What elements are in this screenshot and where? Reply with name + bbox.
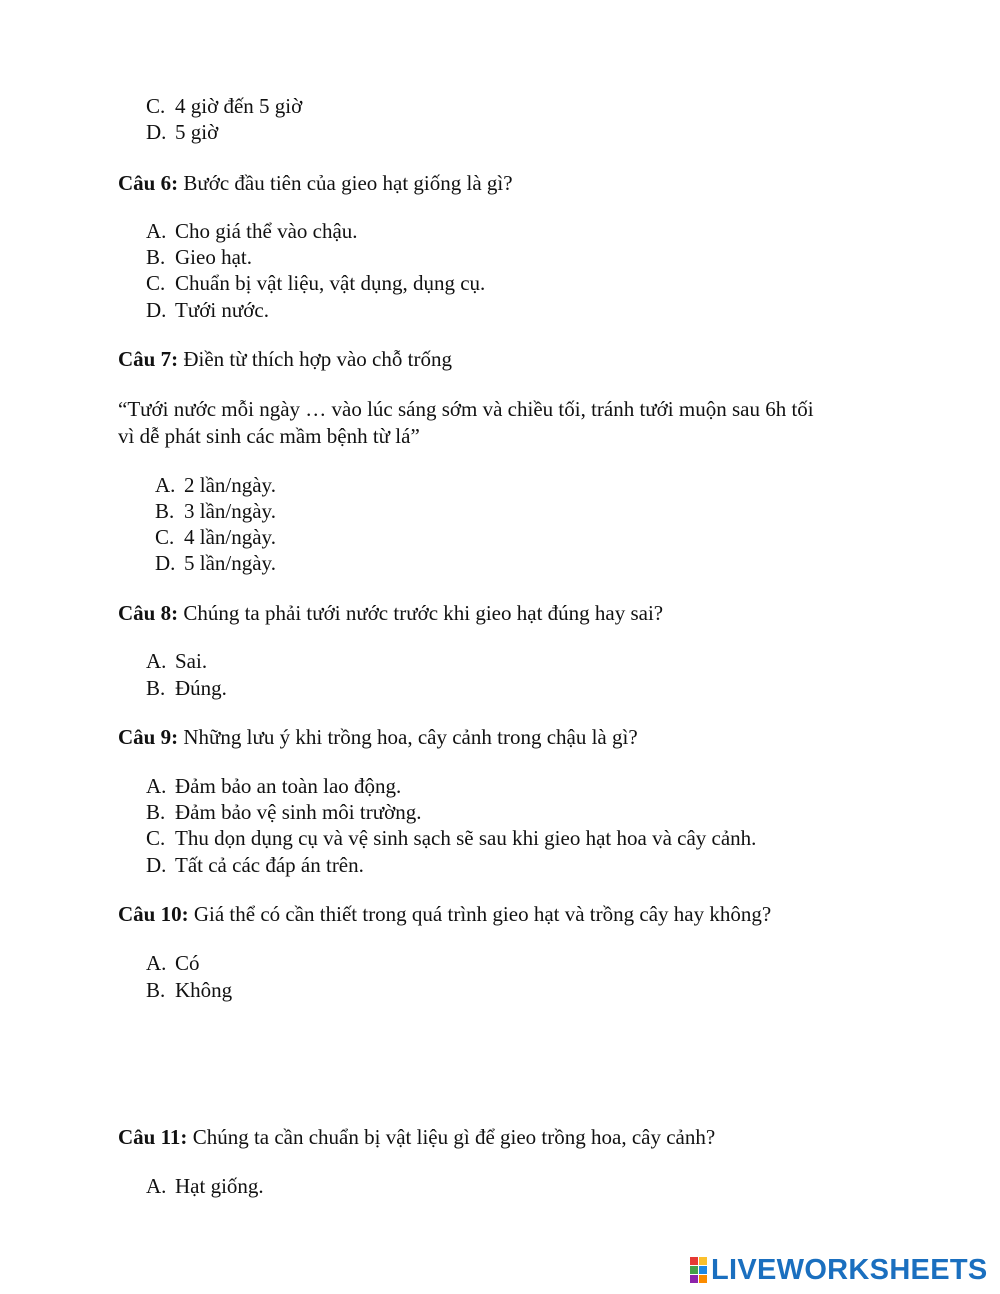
q7-option-a: A. 2 lần/ngày. [155, 473, 276, 497]
q9-option-b: B. Đảm bảo vệ sinh môi trường. [146, 800, 422, 824]
question-text: Những lưu ý khi trồng hoa, cây cảnh trong chậu là gì? [178, 725, 638, 749]
question-text: Bước đầu tiên của gieo hạt giống là gì? [178, 171, 513, 195]
q7-option-c: C. 4 lần/ngày. [155, 525, 276, 549]
q6-option-a: A. Cho giá thể vào chậu. [146, 219, 358, 243]
question-11 [118, 1124, 715, 1150]
logo-square [690, 1266, 698, 1274]
q6-option-b: B. Gieo hạt. [146, 245, 252, 269]
q6-option-d: D. Tưới nước. [146, 298, 269, 322]
q10-option-b: B. Không [146, 978, 233, 1002]
q7-quote-line-2: vì dễ phát sinh các mầm bệnh từ lá” [118, 424, 420, 448]
logo-square [699, 1266, 707, 1274]
option-text: 4 giờ đến 5 giờ [175, 94, 303, 118]
logo-square [690, 1275, 698, 1283]
question-6 [118, 170, 513, 196]
question-label: Câu 9: [118, 725, 179, 749]
question-label: Câu 8: [118, 601, 179, 625]
liveworksheets-logo-icon [690, 1257, 707, 1283]
q9-option-c: C. Thu dọn dụng cụ và vệ sinh sạch sẽ sau khi gieo hạt hoa và cây cảnh. [146, 826, 757, 850]
q8-option-b: B. Đúng. [146, 676, 227, 700]
question-8 [118, 600, 663, 626]
question-text: Giá thể có cần thiết trong quá trình gieo hạt và trồng cây hay không? [188, 902, 772, 926]
option-c: C. 4 giờ đến 5 giờ [146, 94, 303, 118]
q9-option-d: D. Tất cả các đáp án trên. [146, 853, 364, 877]
question-label: Câu 11: [118, 1125, 188, 1149]
option-text: 5 giờ [175, 120, 219, 144]
logo-square [699, 1275, 707, 1283]
liveworksheets-logo[interactable] [690, 1253, 988, 1287]
q7-option-b: B. 3 lần/ngày. [155, 499, 276, 523]
logo-square [690, 1257, 698, 1265]
option-d: D. 5 giờ [146, 120, 219, 144]
question-text: Chúng ta cần chuẩn bị vật liệu gì để gieo trồng hoa, cây cảnh? [187, 1125, 716, 1149]
q7-quote-line-1: “Tưới nước mỗi ngày … vào lúc sáng sớm và chiều tối, tránh tưới muộn sau 6h tối [118, 397, 814, 421]
question-10 [118, 901, 771, 927]
logo-square [699, 1257, 707, 1265]
question-label: Câu 7: [118, 347, 179, 371]
q10-option-a: A. Có [146, 951, 200, 975]
q11-option-a: A. Hạt giống. [146, 1174, 264, 1198]
question-text: Chúng ta phải tưới nước trước khi gieo hạt đúng hay sai? [178, 601, 664, 625]
question-9 [118, 724, 638, 750]
q9-option-a: A. Đảm bảo an toàn lao động. [146, 774, 402, 798]
question-text: Điền từ thích hợp vào chỗ trống [178, 347, 452, 371]
question-label: Câu 6: [118, 171, 179, 195]
q6-option-c: C. Chuẩn bị vật liệu, vật dụng, dụng cụ. [146, 271, 486, 295]
question-label: Câu 10: [118, 902, 189, 926]
question-7 [118, 346, 452, 372]
q8-option-a: A. Sai. [146, 649, 208, 673]
q7-option-d: D. 5 lần/ngày. [155, 551, 276, 575]
logo-text: LIVEWORKSHEETS [711, 1253, 988, 1286]
